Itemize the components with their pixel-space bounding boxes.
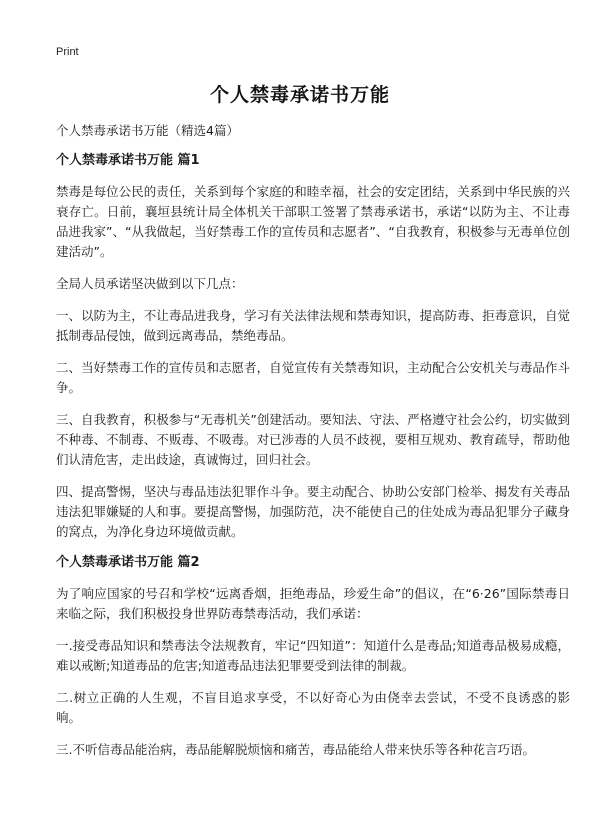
paragraph: 一、以防为主，不让毒品进我身，学习有关法律法规和禁毒知识，提高防毒、拒毒意识，自觉抵制毒品侵蚀，做到远离毒品，禁绝毒品。 <box>56 308 570 343</box>
section-heading: 个人禁毒承诺书万能 篇2 <box>56 555 200 570</box>
section-1 <box>56 152 570 542</box>
paragraph: 全局人员承诺坚决做到以下几点： <box>56 276 244 291</box>
section-heading: 个人禁毒承诺书万能 篇1 <box>56 153 200 168</box>
section-2 <box>56 554 570 760</box>
paragraph: 三.不听信毒品能治病，毒品能解脱烦恼和痛苦，毒品能给人带来快乐等各种花言巧语。 <box>56 742 535 757</box>
page-title: 个人禁毒承诺书万能 <box>209 84 390 106</box>
print-label[interactable]: Print <box>56 46 79 58</box>
paragraph: 一.接受毒品知识和禁毒法令法规教育，牢记“四知道”：知道什么是毒品;知道毒品极易成瘾，难以戒断;知道毒品的危害;知道毒品违法犯罪要受到法律的制裁。 <box>56 638 570 673</box>
paragraph: 禁毒是每位公民的责任，关系到每个家庭的和睦幸福，社会的安定团结，关系到中华民族的兴衰存亡。日前，襄垣县统计局全体机关干部职工签署了禁毒承诺书，承诺“以防为主、不让毒品进我家”、“从我做起，当好禁毒工作的宣传员和志愿者”、“自我教育，积极参与无毒单位创建活动”。 <box>56 184 570 259</box>
document-subtitle: 个人禁毒承诺书万能（精选4篇） <box>56 123 239 138</box>
paragraph: 二、当好禁毒工作的宣传员和志愿者，自觉宣传有关禁毒知识，主动配合公安机关与毒品作斗争。 <box>56 360 570 395</box>
paragraph: 三、自我教育，积极参与“无毒机关”创建活动。要知法、守法、严格遵守社会公约，切实做到不种毒、不制毒、不贩毒、不吸毒。对已涉毒的人员不歧视，要相互规劝、教育疏导，帮助他们认清危害，走出歧途，真诚悔过，回归社会。 <box>56 412 570 467</box>
paragraph: 二.树立正确的人生观，不盲目追求享受，不以好奇心为由侥幸去尝试，不受不良诱惑的影响。 <box>56 690 570 725</box>
paragraph: 为了响应国家的号召和学校“远离香烟，拒绝毒品，珍爱生命”的倡议，在“6·26”国际禁毒日来临之际，我们积极投身世界防毒禁毒活动，我们承诺： <box>56 586 570 621</box>
paragraph: 四、提高警惕，坚决与毒品违法犯罪作斗争。要主动配合、协助公安部门检举、揭发有关毒品违法犯罪嫌疑的人和事。要提高警惕，加强防范，决不能使自己的住处成为毒品犯罪分子藏身的窝点，为净化身边环境做贡献。 <box>56 484 570 539</box>
document-body <box>56 122 570 772</box>
